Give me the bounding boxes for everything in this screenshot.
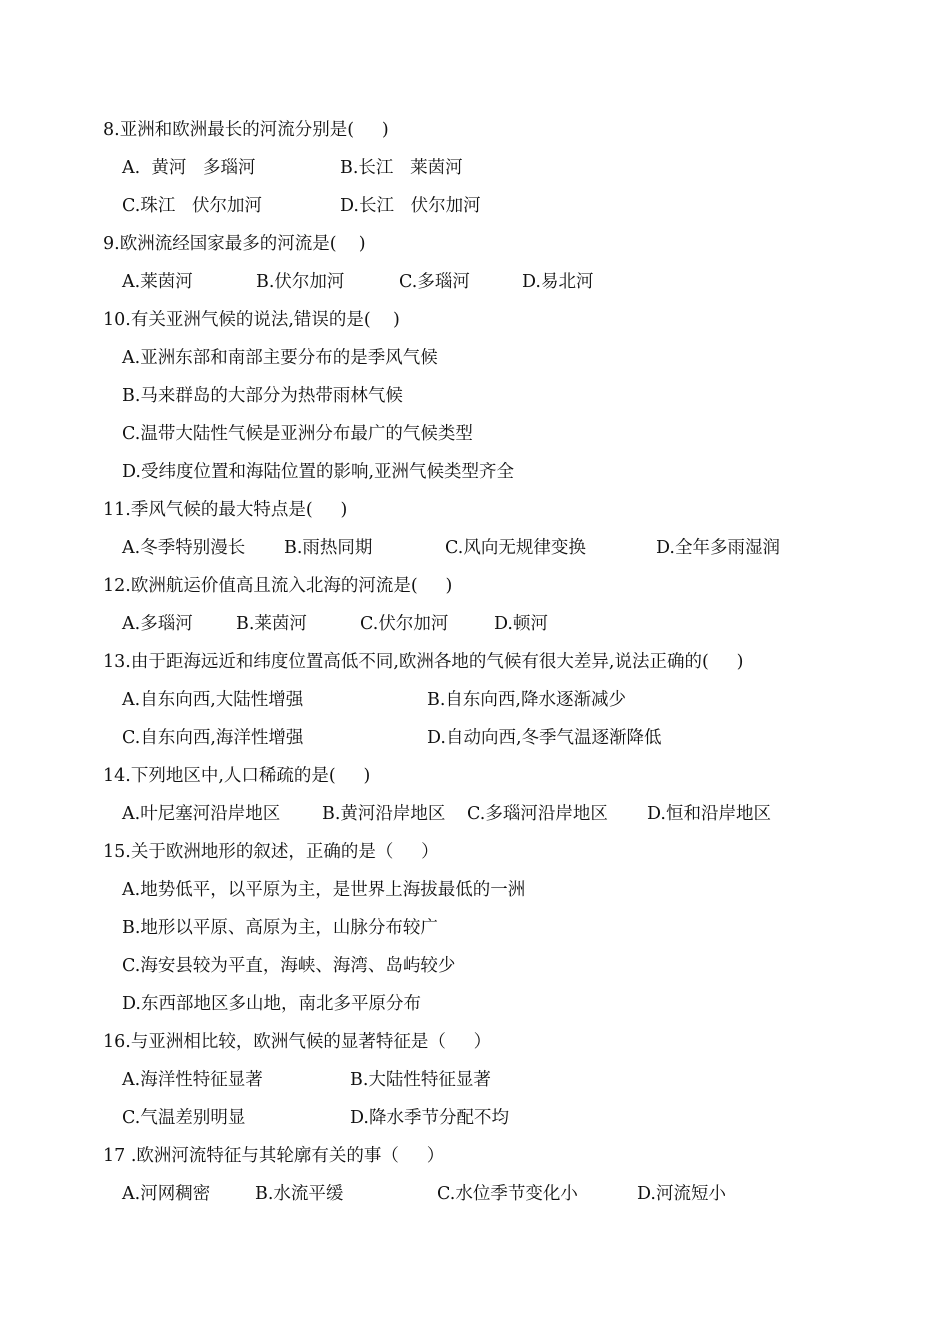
option-b: B.长江 莱茵河 xyxy=(340,158,463,178)
option-b: B.马来群岛的大部分为热带雨林气候 xyxy=(122,386,403,406)
option-c: C.温带大陆性气候是亚洲分布最广的气候类型 xyxy=(122,424,473,444)
option-b: B.伏尔加河 xyxy=(256,272,345,292)
option-d: D.全年多雨湿润 xyxy=(656,538,780,558)
option-d: D.长江 伏尔加河 xyxy=(340,196,481,216)
option-d: D.自动向西,冬季气温逐渐降低 xyxy=(427,728,662,748)
option-c: C.多瑙河沿岸地区 xyxy=(467,804,608,824)
option-a: A.叶尼塞河沿岸地区 xyxy=(122,804,281,824)
option-d: D.顿河 xyxy=(494,614,548,634)
option-b: B.雨热同期 xyxy=(284,538,373,558)
option-c: C.自东向西,海洋性增强 xyxy=(122,728,304,748)
question-stem: 8.亚洲和欧洲最长的河流分别是( ) xyxy=(103,120,389,140)
option-a: A.海洋性特征显著 xyxy=(122,1070,263,1090)
option-d: D.受纬度位置和海陆位置的影响,亚洲气候类型齐全 xyxy=(122,462,515,482)
option-c: C.气温差别明显 xyxy=(122,1108,246,1128)
option-d: D.易北河 xyxy=(522,272,594,292)
question-stem: 11.季风气候的最大特点是( ) xyxy=(103,500,348,520)
question-stem: 16.与亚洲相比较，欧洲气候的显著特征是（ ） xyxy=(103,1032,492,1052)
option-c: C.珠江 伏尔加河 xyxy=(122,196,263,216)
question-stem: 15.关于欧洲地形的叙述，正确的是（ ） xyxy=(103,842,439,862)
option-c: C.海安县较为平直，海峡、海湾、岛屿较少 xyxy=(122,956,456,976)
option-a: A.河网稠密 xyxy=(122,1184,211,1204)
option-c: C.水位季节变化小 xyxy=(437,1184,578,1204)
option-c: C.伏尔加河 xyxy=(360,614,449,634)
question-stem: 14.下列地区中,人口稀疏的是( ) xyxy=(103,766,371,786)
option-a: A. 黄河 多瑙河 xyxy=(122,158,256,178)
option-b: B.自东向西,降水逐渐减少 xyxy=(427,690,626,710)
question-stem: 10.有关亚洲气候的说法,错误的是( ) xyxy=(103,310,400,330)
option-d: D.降水季节分配不均 xyxy=(350,1108,509,1128)
option-d: D.恒和沿岸地区 xyxy=(647,804,771,824)
question-stem: 12.欧洲航运价值高且流入北海的河流是( ) xyxy=(103,576,453,596)
option-c: C.多瑙河 xyxy=(399,272,470,292)
option-d: D.河流短小 xyxy=(637,1184,726,1204)
option-b: B.黄河沿岸地区 xyxy=(322,804,446,824)
option-a: A.自东向西,大陆性增强 xyxy=(122,690,304,710)
option-b: B.大陆性特征显著 xyxy=(350,1070,491,1090)
question-stem: 17 .欧洲河流特征与其轮廓有关的事（ ） xyxy=(103,1146,445,1166)
question-stem: 13.由于距海远近和纬度位置高低不同,欧洲各地的气候有很大差异,说法正确的( ) xyxy=(103,652,744,672)
option-d: D.东西部地区多山地，南北多平原分布 xyxy=(122,994,421,1014)
option-c: C.风向无规律变换 xyxy=(445,538,586,558)
option-b: B.莱茵河 xyxy=(236,614,307,634)
option-a: A.多瑙河 xyxy=(122,614,193,634)
option-a: A.冬季特别漫长 xyxy=(122,538,246,558)
question-stem: 9.欧洲流经国家最多的河流是( ) xyxy=(103,234,366,254)
option-a: A.莱茵河 xyxy=(122,272,193,292)
option-a: A.地势低平，以平原为主，是世界上海拔最低的一洲 xyxy=(122,880,526,900)
option-a: A.亚洲东部和南部主要分布的是季风气候 xyxy=(122,348,438,368)
option-b: B.水流平缓 xyxy=(255,1184,344,1204)
option-b: B.地形以平原、高原为主，山脉分布较广 xyxy=(122,918,438,938)
